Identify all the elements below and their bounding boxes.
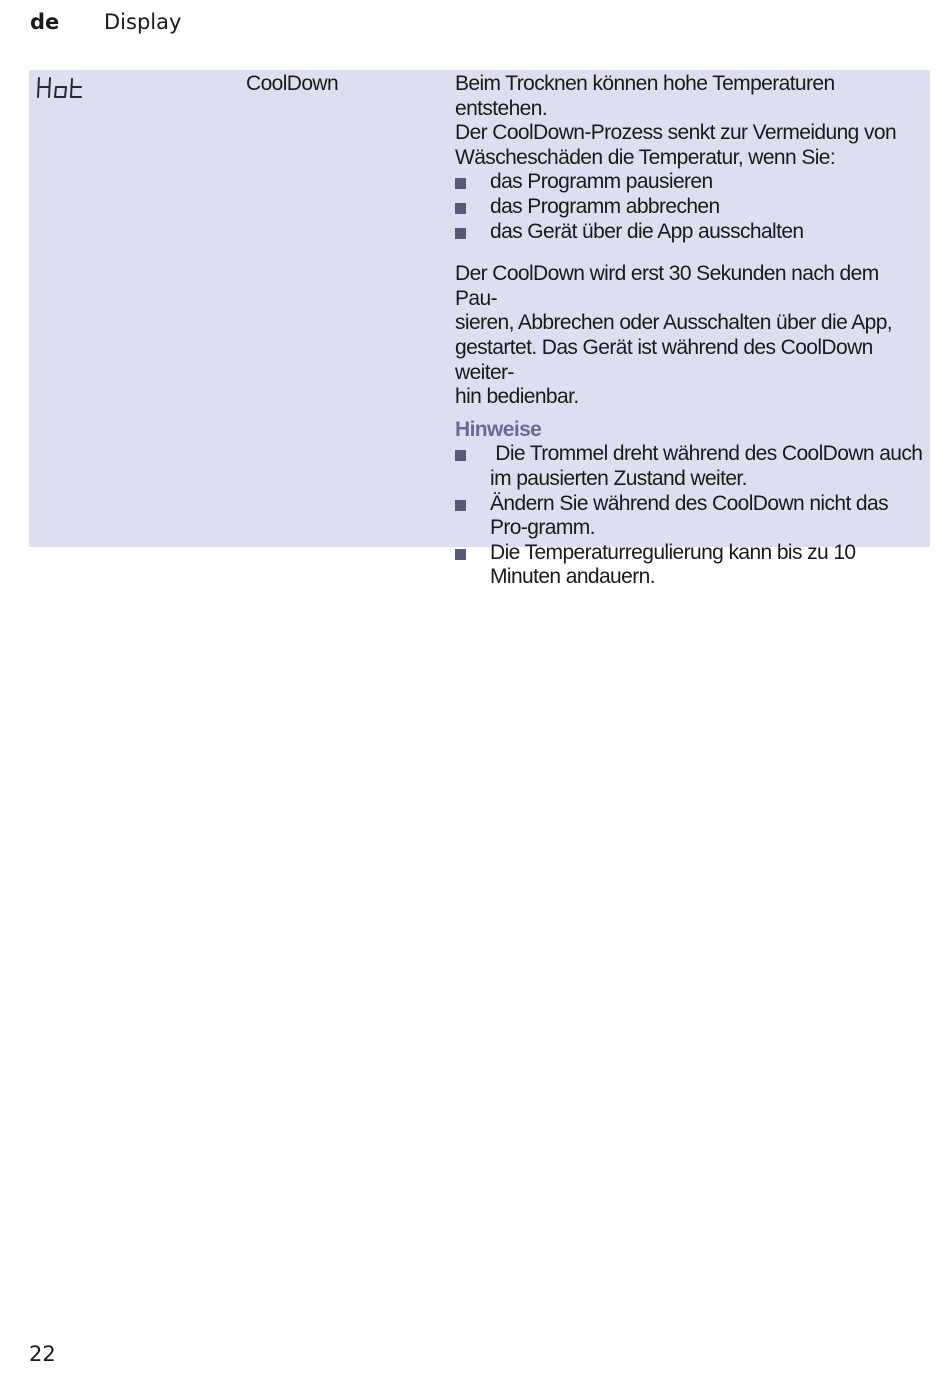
list-item-text: Ändern Sie während des CoolDown nicht das Pro-gramm. [490, 491, 888, 540]
list-item-text: das Programm abbrechen [490, 194, 720, 218]
section-title: Display [104, 10, 182, 34]
language-label: de [30, 10, 60, 34]
list-item-text: das Programm pausieren [490, 170, 713, 194]
list-item [455, 220, 925, 245]
intro-line: Wäscheschäden die Temperatur, wenn Sie: [455, 145, 836, 169]
cooldown-paragraph [455, 262, 925, 410]
paragraph-line: gestartet. Das Gerät ist während des CoolDown weiter- [455, 335, 873, 384]
list-item-text: Die Trommel dreht während des CoolDown auch im pausierten Zustand weiter. [490, 442, 928, 490]
table-row [29, 70, 930, 589]
notes-list [455, 442, 928, 590]
conditions-list [455, 170, 925, 244]
list-item [455, 195, 925, 220]
square-bullet-icon [455, 178, 466, 189]
intro-paragraph [455, 72, 925, 170]
paragraph-line: Der CoolDown wird erst 30 Sekunden nach dem Pau- [455, 262, 879, 310]
segment-display-hot-icon [36, 74, 86, 102]
list-item [455, 170, 925, 195]
program-name-cell: CoolDown [246, 72, 339, 95]
list-item [455, 541, 925, 590]
square-bullet-icon [455, 203, 466, 214]
square-bullet-icon [455, 549, 466, 560]
page-number: 22 [29, 1342, 56, 1366]
page-header [30, 8, 181, 36]
paragraph-line: sieren, Abbrechen oder Ausschalten über die App, [455, 311, 893, 335]
intro-line: Beim Trocknen können hohe Temperaturen entstehen. [455, 72, 835, 120]
square-bullet-icon [455, 450, 466, 461]
square-bullet-icon [455, 228, 466, 239]
list-item [455, 442, 928, 491]
square-bullet-icon [455, 500, 466, 511]
list-item [455, 492, 925, 541]
list-item-text: Die Temperaturregulierung kann bis zu 10 Minuten andauern. [490, 540, 856, 589]
notes-heading: Hinweise [455, 417, 542, 441]
description-cell [455, 72, 928, 590]
list-item-text: das Gerät über die App ausschalten [490, 219, 804, 243]
paragraph-line: hin bedienbar. [455, 385, 579, 409]
intro-line: Der CoolDown-Prozess senkt zur Vermeidung von [455, 121, 897, 145]
display-code-cell [36, 74, 226, 102]
